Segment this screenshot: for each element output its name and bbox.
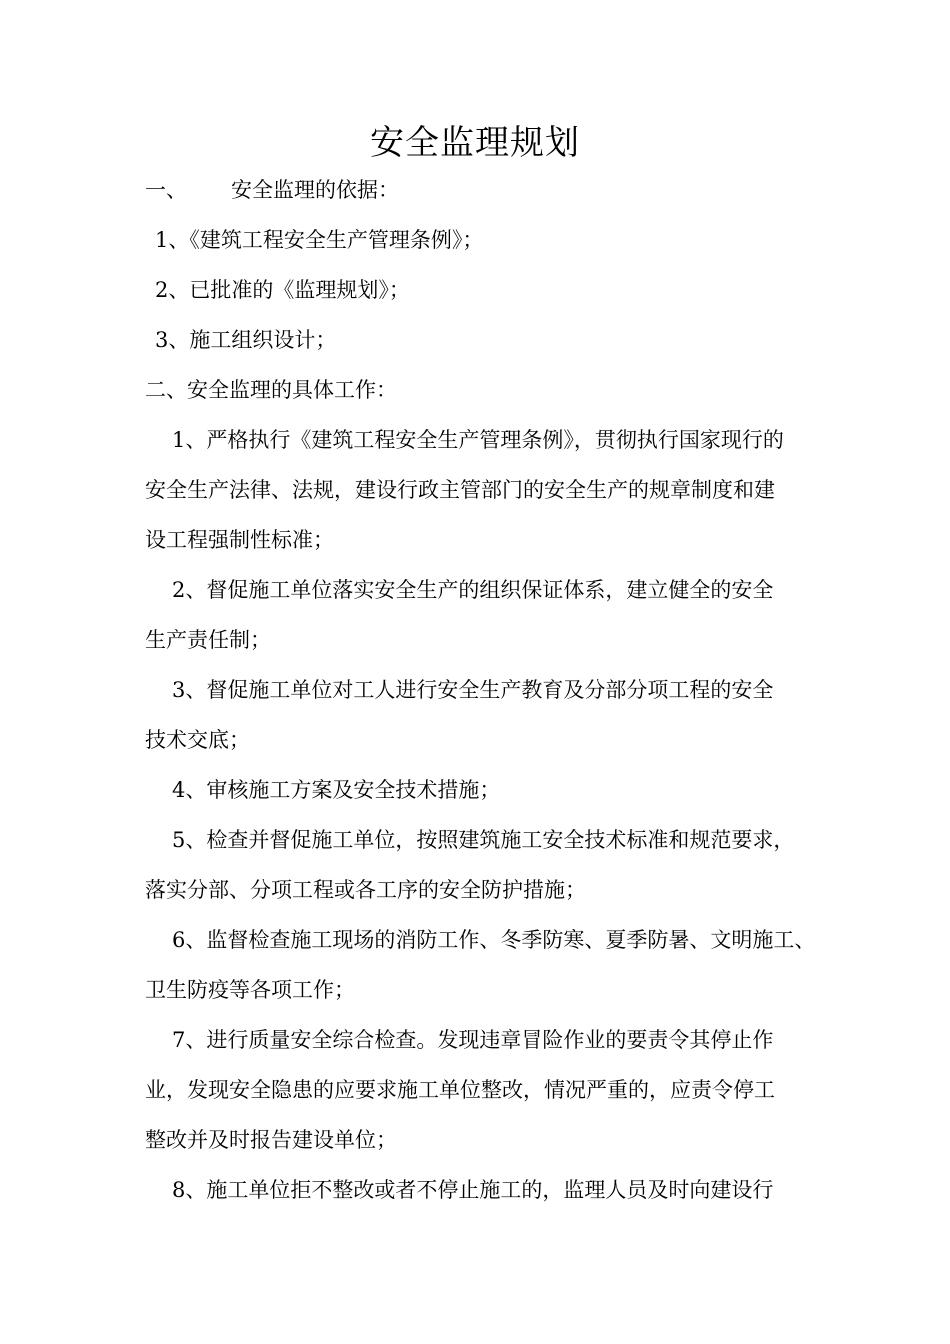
work-line: 卫生防疫等各项工作； <box>145 978 355 1002</box>
basis-item-3: 3、施工组织设计； <box>155 328 337 352</box>
work-line: 生产责任制； <box>145 628 271 652</box>
document-title: 安全监理规划 <box>370 123 580 163</box>
work-line: 3、督促施工单位对工人进行安全生产教育及分部分项工程的安全 <box>172 678 774 702</box>
work-line: 6、监督检查施工现场的消防工作、冬季防寒、夏季防暑、文明施工、 <box>172 928 816 952</box>
work-line: 2、督促施工单位落实安全生产的组织保证体系，建立健全的安全 <box>172 578 774 602</box>
work-line: 1、严格执行《建筑工程安全生产管理条例》，贯彻执行国家现行的 <box>172 428 784 452</box>
work-line: 5、检查并督促施工单位，按照建筑施工安全技术标准和规范要求， <box>172 828 795 852</box>
section-1-heading <box>145 175 399 205</box>
work-line: 落实分部、分项工程或各工序的安全防护措施； <box>145 878 586 902</box>
work-line: 业，发现安全隐患的应要求施工单位整改，情况严重的，应责令停工 <box>145 1078 775 1102</box>
section-2-heading: 二、安全监理的具体工作： <box>145 378 397 402</box>
work-line: 8、施工单位拒不整改或者不停止施工的，监理人员及时向建设行 <box>172 1178 774 1202</box>
basis-item-1: 1、《建筑工程安全生产管理条例》； <box>155 228 484 252</box>
basis-item-2: 2、已批准的《监理规划》； <box>155 278 410 302</box>
work-line: 安全生产法律、法规，建设行政主管部门的安全生产的规章制度和建 <box>145 478 775 502</box>
section-1-number: 一、 <box>145 178 187 202</box>
work-line: 整改并及时报告建设单位； <box>145 1128 397 1152</box>
section-1-title: 安全监理的依据： <box>231 178 399 202</box>
work-line: 7、进行质量安全综合检查。发现违章冒险作业的要责令其停止作 <box>172 1028 774 1052</box>
work-line: 技术交底； <box>145 728 250 752</box>
work-line: 设工程强制性标准； <box>145 528 334 552</box>
work-line: 4、审核施工方案及安全技术措施； <box>172 778 501 802</box>
